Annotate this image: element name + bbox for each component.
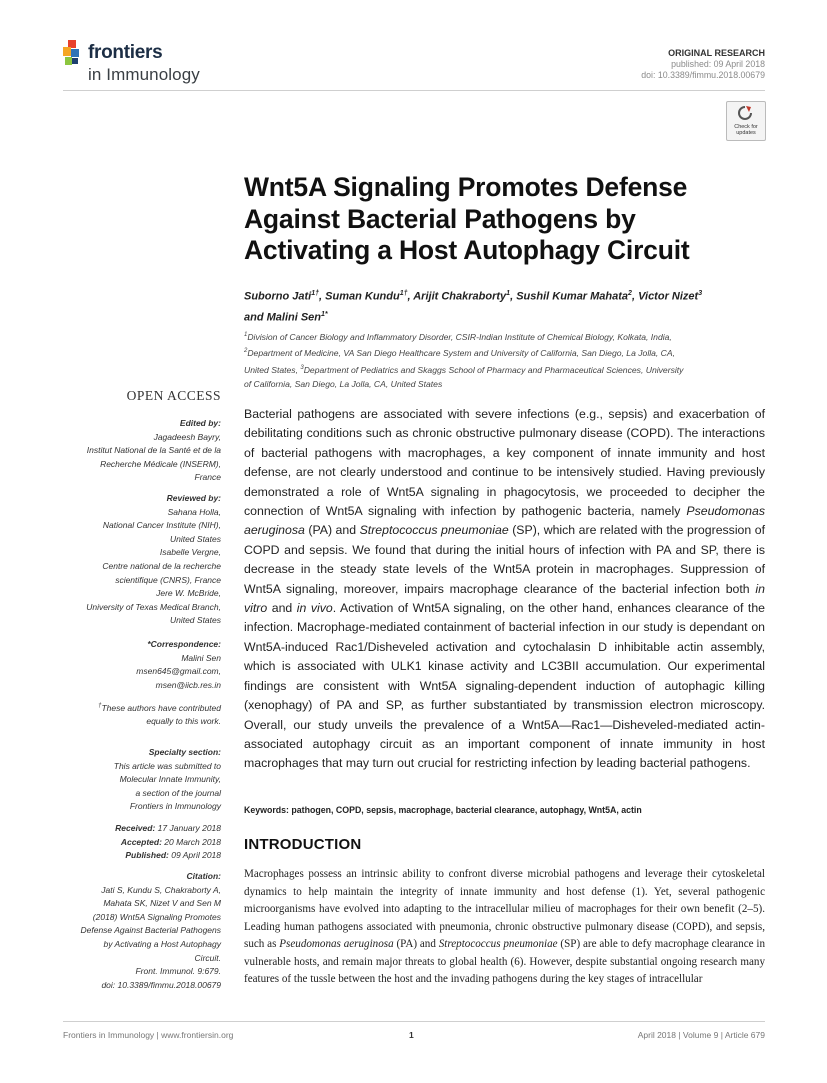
equal-note-line: equally to this work.: [146, 716, 221, 727]
editor-line: Recherche Médicale (INSERM),: [100, 458, 221, 469]
affiliation-3: Department of Pediatrics and Skaggs School of Pharmacy and Pharmaceutical Sciences, University: [303, 364, 684, 375]
correspondence-label: *Correspondence:: [147, 639, 221, 649]
refresh-icon: [737, 105, 753, 121]
species-name: Streptococcus pneumoniae: [359, 523, 509, 538]
article-title: [244, 172, 774, 267]
article-meta: [641, 48, 765, 81]
abstract-text: . Activation of Wnt5A signaling, on the other hand, enhances clearance of the infection. Macrophage-mediated containment of bacterial infection in our study is dependant on Wnt5A-induced Rac1/Disheveled activation and cytochalasin D inhibitable actin assembly, which is associated with ULK1 kinase activity and LC3BII accumulation. Our experimental findings are consistent with Wnt5A signaling-dependent induction of autophagic killing (xenophagy) of PA and SP, as further substantiated by transmission electron microscopy. Overall, our study unveils the prevalence of a Wnt5A—Rac1—Disheveled-mediated actin-associated autophagy circuit as an important component of innate immunity in host macrophages that may turn out crucial for restricting infection by leading bacterial pathogens.: [244, 601, 766, 771]
footer-issue-info: April 2018 | Volume 9 | Article 679: [637, 1030, 765, 1040]
correspondence-email[interactable]: msen645@gmail.com,: [136, 666, 221, 677]
citation-line: Circuit.: [194, 952, 221, 963]
author-list: Suborno Jati$^{1\dagger}$, Suman Kundu$^{1\dagger}$, Arijit Chakraborty$^1$, Sushil Kumar Mahata$^2$, Victor Nizet$^3$ and Malini Sen$^{1*}$: [244, 290, 703, 324]
footer-divider: [63, 1021, 765, 1022]
footer-journal-link[interactable]: Frontiers in Immunology | www.frontiersin.org: [63, 1030, 234, 1040]
journal-logo[interactable]: [63, 38, 233, 88]
abstract: [244, 405, 765, 774]
author-joiner: and: [244, 311, 264, 324]
author[interactable]: Arijit Chakraborty: [413, 290, 507, 303]
affiliation-2-cont: United States,: [244, 364, 301, 375]
citation-line: by Activating a Host Autophagy: [103, 938, 221, 949]
correspondence-section: [136, 638, 221, 692]
brand-name: frontiers: [88, 42, 163, 63]
abstract-text: (PA) and: [304, 523, 360, 538]
editor-line: Institut National de la Santé et de la: [86, 445, 221, 456]
reviewer-line: United States: [169, 533, 221, 544]
reviewed-by-label: Reviewed by:: [166, 493, 221, 503]
species-name: Streptococcus pneumoniae: [438, 938, 558, 950]
citation-line: Mahata SK, Nizet V and Sen M: [103, 898, 221, 909]
affiliations: $^1$Division of Cancer Biology and Inflammatory Disorder, CSIR-Indian Institute of Chemical Biology, Kolkata, India, $^2$Department of Medicine, VA San Diego Healthcare System and University of California, San Diego, La Jolla, CA, United States, $^3$Department of Pediatrics and Skaggs School of Pharmacy and Pharmaceutical Sciences, University of California, San Diego, La Jolla, CA, United States: [244, 331, 684, 390]
affiliation-1: Division of Cancer Biology and Inflammatory Disorder, CSIR-Indian Institute of Chemical Biology, Kolkata, India,: [247, 331, 672, 342]
keywords: Keywords: pathogen, COPD, sepsis, macrophage, bacterial clearance, autophagy, Wnt5A, actin: [244, 805, 642, 815]
author-affil-sup: 3: [698, 290, 703, 297]
author[interactable]: Victor Nizet: [638, 290, 699, 303]
specialty-line: a section of the journal: [135, 787, 221, 798]
received-date: 17 January 2018: [157, 823, 221, 833]
citation-line: Front. Immunol. 9:679.: [135, 966, 221, 977]
accepted-label: Accepted:: [120, 836, 162, 847]
editor-line: France: [194, 472, 221, 483]
page-number: 1: [409, 1030, 414, 1040]
correspondence-name: Malini Sen: [181, 652, 221, 663]
publish-date: published: 09 April 2018: [671, 59, 765, 69]
open-access-label: OPEN ACCESS: [126, 388, 221, 403]
section-heading: INTRODUCTION: [244, 836, 362, 853]
reviewer-line[interactable]: Sahana Holla,: [167, 506, 221, 517]
author[interactable]: Suborno Jati: [244, 290, 312, 303]
reviewed-by-section: [86, 492, 221, 628]
frontiers-logo-icon: [63, 40, 85, 66]
citation-label: Citation:: [186, 871, 221, 881]
affiliation-2: Department of Medicine, VA San Diego Healthcare System and University of California, San Diego, La Jolla, CA,: [247, 348, 676, 359]
published-label: Published:: [125, 850, 169, 861]
citation-line: Jati S, Kundu S, Chakraborty A,: [101, 884, 221, 895]
author[interactable]: Malini Sen: [266, 311, 322, 324]
author-affil-sup: 1†: [311, 290, 320, 297]
author-affil-sup: 1: [506, 290, 511, 297]
author[interactable]: Sushil Kumar Mahata: [516, 290, 629, 303]
specialty-section: [114, 746, 221, 814]
header-divider: [63, 90, 765, 91]
equal-contribution-note: †These authors have contributed equally to this work.: [98, 700, 221, 729]
specialty-label: Specialty section:: [148, 747, 221, 757]
abstract-text: and: [267, 601, 297, 616]
reviewer-line: Centre national de la recherche: [102, 560, 221, 571]
author[interactable]: Suman Kundu: [325, 290, 400, 303]
dates-section: [115, 822, 221, 863]
affiliation-3-cont: of California, San Diego, La Jolla, CA, United States: [244, 379, 443, 390]
intro-text: Macrophages possess an intrinsic ability to confront diverse microbial pathogens and leverage their cytoskeletal dynamics to help maintain the integrity of innate immunity and host defense (1). Yet, several pathogenic microorganisms have evolved into adapting to the intracellular milieu of macrophages for their own benefit (2–5). Leading human pathogens associated with pneumonia, chronic obstructive pulmonary disease (COPD), and sepsis, such as: [244, 868, 765, 950]
article-type: ORIGINAL RESEARCH: [668, 48, 765, 58]
reviewer-line: scientifique (CNRS), France: [115, 574, 221, 585]
specialty-line: This article was submitted to: [113, 760, 221, 771]
citation-line: (2018) Wnt5A Signaling Promotes: [92, 911, 221, 922]
article-doi[interactable]: doi: 10.3389/fimmu.2018.00679: [641, 70, 765, 80]
equal-note-line: These authors have contributed: [101, 702, 221, 713]
received-label: Received:: [115, 823, 156, 833]
title-line: Against Bacterial Pathogens by: [244, 203, 636, 234]
reviewer-line[interactable]: Isabelle Vergne,: [159, 547, 221, 558]
intro-body: [244, 866, 765, 989]
author-affil-sup: 1†: [399, 290, 408, 297]
abstract-text: (SP), which are related with the progression of COPD and sepsis. We found that during the initial hours of infection with PA and SP, there is decrease in the steady state levels of the Wnt5A protein in macrophages. Suppression of Wnt5A signaling, moreover, impairs macrophage clearance of the bacterial infection both: [244, 523, 765, 596]
journal-name: in Immunology: [88, 65, 200, 84]
specialty-line[interactable]: Frontiers in Immunology: [129, 801, 221, 812]
intro-text: (SP) are able to defy macrophage clearance in vulnerable hosts, and remain major threats to global health (6). However, despite substantial ongoing research many features of the tussle between the host and the invading pathogens during the key stages of intracellular: [244, 938, 766, 985]
correspondence-email[interactable]: msen@iicb.res.in: [155, 679, 221, 690]
edited-by-section: [87, 417, 221, 485]
accepted-date: 20 March 2018: [164, 836, 221, 847]
reviewer-line: National Cancer Institute (NIH),: [102, 520, 221, 531]
editor-line[interactable]: Jagadeesh Bayry,: [153, 431, 221, 442]
published-date: 09 April 2018: [171, 850, 221, 861]
citation-doi[interactable]: doi: 10.3389/fimmu.2018.00679: [101, 979, 221, 990]
abstract-text: Bacterial pathogens are associated with severe infections (e.g., sepsis) and exacerbation of debilitating conditions such as chronic obstructive pulmonary disease (COPD). The interactions of bacterial pathogens with macrophages, a key component of innate immunity and host defense, are not clearly understood and continue to be intensively studied. Having previously demonstrated a role of Wnt5A signaling in phagocytosis, we proceeded to decipher the connection of Wnt5A signaling with infection by pathogenic bacteria, namely: [244, 407, 765, 519]
reviewer-line: United States: [169, 615, 221, 626]
check-for-updates-button[interactable]: [726, 101, 766, 141]
species-name: Pseudomonas aeruginosa: [279, 938, 394, 950]
latin-term: in vitro: [244, 581, 765, 616]
latin-term: in vivo: [296, 601, 333, 616]
author-affil-sup: 2: [628, 290, 632, 297]
intro-text: (PA) and: [393, 938, 439, 950]
check-updates-label: Check for updates: [734, 124, 758, 136]
citation-line: Defense Against Bacterial Pathogens: [80, 925, 221, 936]
citation-section: [81, 870, 222, 992]
specialty-line: Molecular Innate Immunity,: [119, 774, 221, 785]
title-line: Wnt5A Signaling Promotes Defense: [244, 172, 688, 202]
edited-by-label: Edited by:: [179, 418, 221, 428]
author-affil-sup: 1*: [321, 310, 328, 318]
title-line: Activating a Host Autophagy Circuit: [244, 235, 690, 265]
reviewer-line[interactable]: Jere W. McBride,: [156, 588, 221, 599]
species-name: Pseudomonas aeruginosa: [244, 504, 765, 538]
reviewer-line: University of Texas Medical Branch,: [86, 601, 221, 612]
